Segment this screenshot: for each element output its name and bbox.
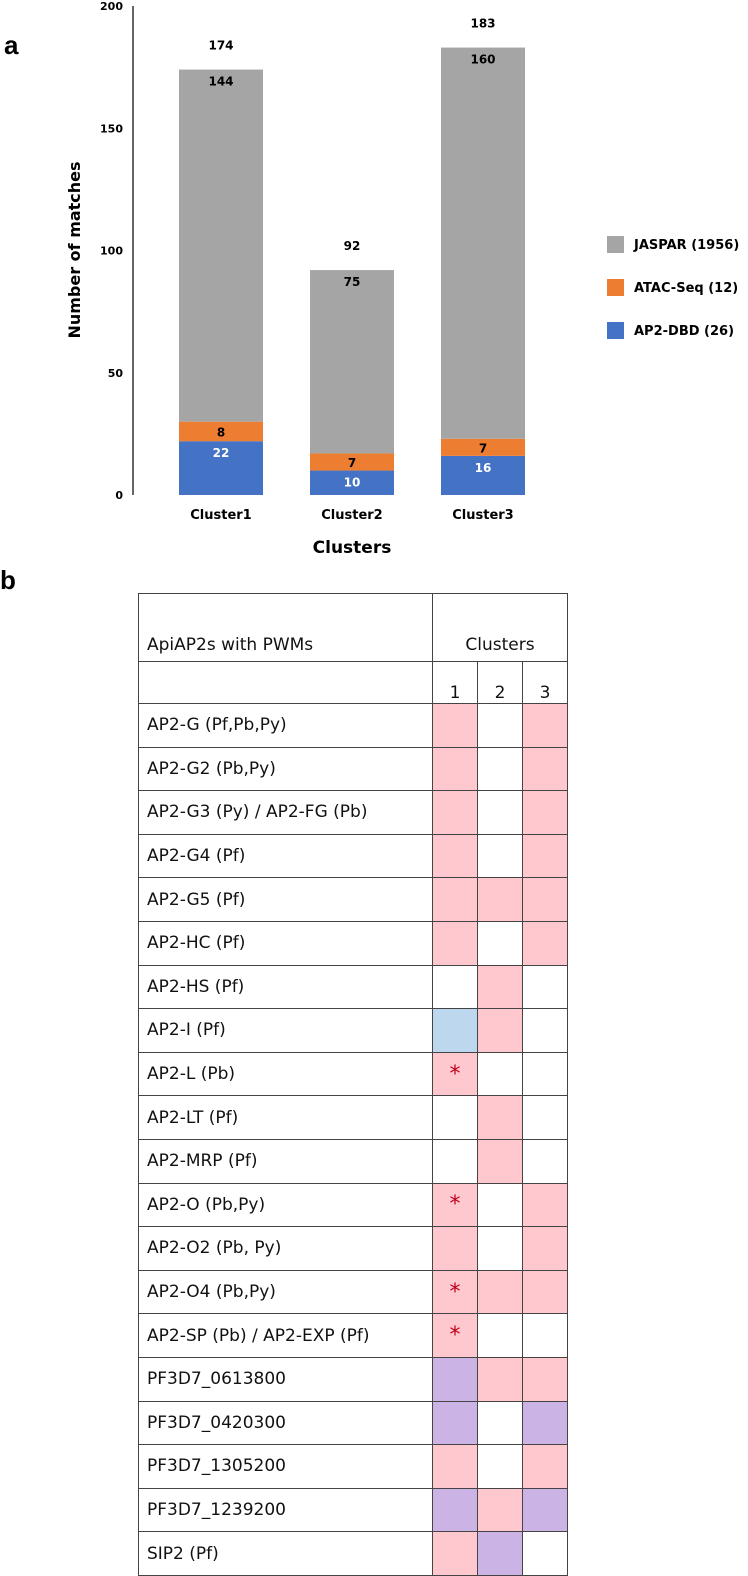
legend-label: AP2-DBD (26) xyxy=(634,324,735,339)
table-row xyxy=(139,1357,568,1401)
row-name: PF3D7_1305200 xyxy=(139,1445,433,1489)
data-label: 144 xyxy=(208,74,234,89)
data-label: 160 xyxy=(470,52,496,67)
cluster-cell-pink xyxy=(478,1139,523,1183)
cluster-cell-pink xyxy=(523,921,568,965)
cluster-cell-pink xyxy=(433,878,478,922)
data-label: 7 xyxy=(347,455,357,470)
cluster-cell-purple xyxy=(478,1532,523,1576)
cluster-cell-white xyxy=(478,1227,523,1271)
asterisk-marker: * xyxy=(449,1061,461,1087)
cluster-cell-pink xyxy=(523,878,568,922)
y-tick-label: 150 xyxy=(100,122,123,136)
cluster-cell-white xyxy=(478,747,523,791)
cluster-cell-white xyxy=(523,965,568,1009)
cluster-cell-white xyxy=(523,1009,568,1053)
x-tick-label: Cluster2 xyxy=(321,508,383,523)
asterisk-marker: * xyxy=(449,1279,461,1305)
cluster-cell-pink xyxy=(433,747,478,791)
row-name: AP2-LT (Pf) xyxy=(139,1096,433,1140)
cluster-cell-pink xyxy=(433,1270,478,1314)
cluster-cell-purple xyxy=(433,1357,478,1401)
apiap2-table xyxy=(138,593,568,1576)
y-tick-label: 50 xyxy=(107,366,123,380)
cluster-cell-white xyxy=(478,1183,523,1227)
legend-swatch xyxy=(607,279,624,296)
cluster-cell-pink xyxy=(523,834,568,878)
cluster-cell-pink xyxy=(433,1445,478,1489)
cluster-number: 3 xyxy=(523,662,568,704)
cluster-number-row xyxy=(139,662,568,704)
total-label: 183 xyxy=(470,16,496,31)
header-clusters: Clusters xyxy=(433,594,568,662)
y-tick-label: 0 xyxy=(115,489,123,502)
y-tick-label: 100 xyxy=(100,244,123,258)
legend-label: JASPAR (1956) xyxy=(634,238,740,253)
row-name: PF3D7_0420300 xyxy=(139,1401,433,1445)
cluster-cell-pink xyxy=(478,1488,523,1532)
asterisk-marker: * xyxy=(449,1323,461,1349)
cluster-cell-white xyxy=(523,1096,568,1140)
table-row xyxy=(139,1401,568,1445)
cluster-number: 2 xyxy=(478,662,523,704)
y-axis-title: Number of matches xyxy=(65,161,84,339)
row-name: AP2-SP (Pb) / AP2-EXP (Pf) xyxy=(139,1314,433,1358)
row-name: AP2-G (Pf,Pb,Py) xyxy=(139,704,433,748)
row-name: AP2-HS (Pf) xyxy=(139,965,433,1009)
table-row xyxy=(139,1096,568,1140)
cluster-cell-purple xyxy=(523,1488,568,1532)
cluster-cell-pink xyxy=(523,1227,568,1271)
row-name: PF3D7_1239200 xyxy=(139,1488,433,1532)
cluster-cell-pink xyxy=(478,965,523,1009)
row-name: AP2-O (Pb,Py) xyxy=(139,1183,433,1227)
cluster-cell-pink xyxy=(523,1183,568,1227)
table-row xyxy=(139,1139,568,1183)
cluster-cell-pink xyxy=(433,834,478,878)
x-tick-label: Cluster1 xyxy=(190,508,252,523)
cluster-cell-white xyxy=(478,921,523,965)
legend-label: ATAC-Seq (12) xyxy=(634,281,739,296)
cluster-cell-pink xyxy=(433,1052,478,1096)
cluster-cell-white xyxy=(433,1139,478,1183)
cluster-cell-white xyxy=(523,1314,568,1358)
table-row xyxy=(139,965,568,1009)
row-name: AP2-G4 (Pf) xyxy=(139,834,433,878)
header-row xyxy=(139,594,568,662)
table-row xyxy=(139,878,568,922)
cluster-cell-pink xyxy=(523,791,568,835)
cluster-cell-pink xyxy=(478,878,523,922)
row-name: PF3D7_0613800 xyxy=(139,1357,433,1401)
table-row xyxy=(139,1445,568,1489)
cluster-cell-white xyxy=(523,1532,568,1576)
cluster-cell-white xyxy=(478,1445,523,1489)
cluster-cell-pink xyxy=(433,1532,478,1576)
cluster-cell-pink xyxy=(433,921,478,965)
total-label: 174 xyxy=(208,38,234,53)
cluster-cell-white xyxy=(433,965,478,1009)
x-axis-title: Clusters xyxy=(312,538,392,558)
cluster-cell-pink xyxy=(523,1357,568,1401)
cluster-cell-pink xyxy=(523,747,568,791)
bar-segment-jaspar xyxy=(310,270,394,453)
cluster-cell-white xyxy=(523,1139,568,1183)
row-name: AP2-G3 (Py) / AP2-FG (Pb) xyxy=(139,791,433,835)
cluster-cell-pink xyxy=(523,1445,568,1489)
table-row xyxy=(139,747,568,791)
table-row xyxy=(139,1227,568,1271)
row-name: AP2-MRP (Pf) xyxy=(139,1139,433,1183)
row-name: AP2-G5 (Pf) xyxy=(139,878,433,922)
data-label: 22 xyxy=(212,446,230,461)
table-row xyxy=(139,1052,568,1096)
legend-swatch xyxy=(607,322,624,339)
row-name: AP2-O2 (Pb, Py) xyxy=(139,1227,433,1271)
cluster-cell-white xyxy=(478,1401,523,1445)
panel-b-label: b xyxy=(0,565,16,595)
cluster-cell-white xyxy=(478,791,523,835)
cluster-cell-pink xyxy=(433,1227,478,1271)
row-name: AP2-O4 (Pb,Py) xyxy=(139,1270,433,1314)
cluster-cell-pink xyxy=(433,704,478,748)
cluster-cell-white xyxy=(478,1314,523,1358)
table-row xyxy=(139,1183,568,1227)
row-name: AP2-L (Pb) xyxy=(139,1052,433,1096)
cluster-cell-pink xyxy=(478,1357,523,1401)
cluster-cell-pink xyxy=(478,1270,523,1314)
cluster-cell-blue xyxy=(433,1009,478,1053)
table-row xyxy=(139,791,568,835)
header-left: ApiAP2s with PWMs xyxy=(139,594,433,662)
table-row xyxy=(139,704,568,748)
cluster-cell-pink xyxy=(433,791,478,835)
data-label: 75 xyxy=(343,275,361,290)
asterisk-marker: * xyxy=(449,1192,461,1218)
stacked-bar-chart xyxy=(0,0,748,560)
cluster-cell-pink xyxy=(478,1009,523,1053)
table-row xyxy=(139,1532,568,1576)
cluster-cell-pink xyxy=(523,704,568,748)
cluster-cell-pink xyxy=(523,1270,568,1314)
data-label: 8 xyxy=(216,425,226,440)
cluster-cell-pink xyxy=(478,1096,523,1140)
cluster-cell-pink xyxy=(433,1183,478,1227)
bar-segment-jaspar xyxy=(441,48,525,439)
data-label: 7 xyxy=(478,441,488,456)
cluster-cell-purple xyxy=(523,1401,568,1445)
y-tick-label: 200 xyxy=(100,0,123,13)
empty-cell xyxy=(139,662,433,704)
cluster-number: 1 xyxy=(433,662,478,704)
data-label: 16 xyxy=(474,460,492,475)
table-row xyxy=(139,921,568,965)
cluster-cell-pink xyxy=(433,1314,478,1358)
row-name: AP2-HC (Pf) xyxy=(139,921,433,965)
cluster-cell-white xyxy=(433,1096,478,1140)
table-row xyxy=(139,1009,568,1053)
panel-a-label: a xyxy=(4,30,19,60)
row-name: SIP2 (Pf) xyxy=(139,1532,433,1576)
row-name: AP2-I (Pf) xyxy=(139,1009,433,1053)
cluster-cell-purple xyxy=(433,1488,478,1532)
data-label: 10 xyxy=(343,475,361,490)
x-tick-label: Cluster3 xyxy=(452,508,514,523)
legend-swatch xyxy=(607,236,624,253)
table-row xyxy=(139,834,568,878)
table-row xyxy=(139,1488,568,1532)
cluster-cell-white xyxy=(478,704,523,748)
total-label: 92 xyxy=(343,239,361,254)
cluster-cell-white xyxy=(478,834,523,878)
cluster-cell-white xyxy=(478,1052,523,1096)
cluster-cell-white xyxy=(523,1052,568,1096)
cluster-cell-purple xyxy=(433,1401,478,1445)
table-row xyxy=(139,1314,568,1358)
row-name: AP2-G2 (Pb,Py) xyxy=(139,747,433,791)
table-row xyxy=(139,1270,568,1314)
bar-segment-jaspar xyxy=(179,70,263,422)
